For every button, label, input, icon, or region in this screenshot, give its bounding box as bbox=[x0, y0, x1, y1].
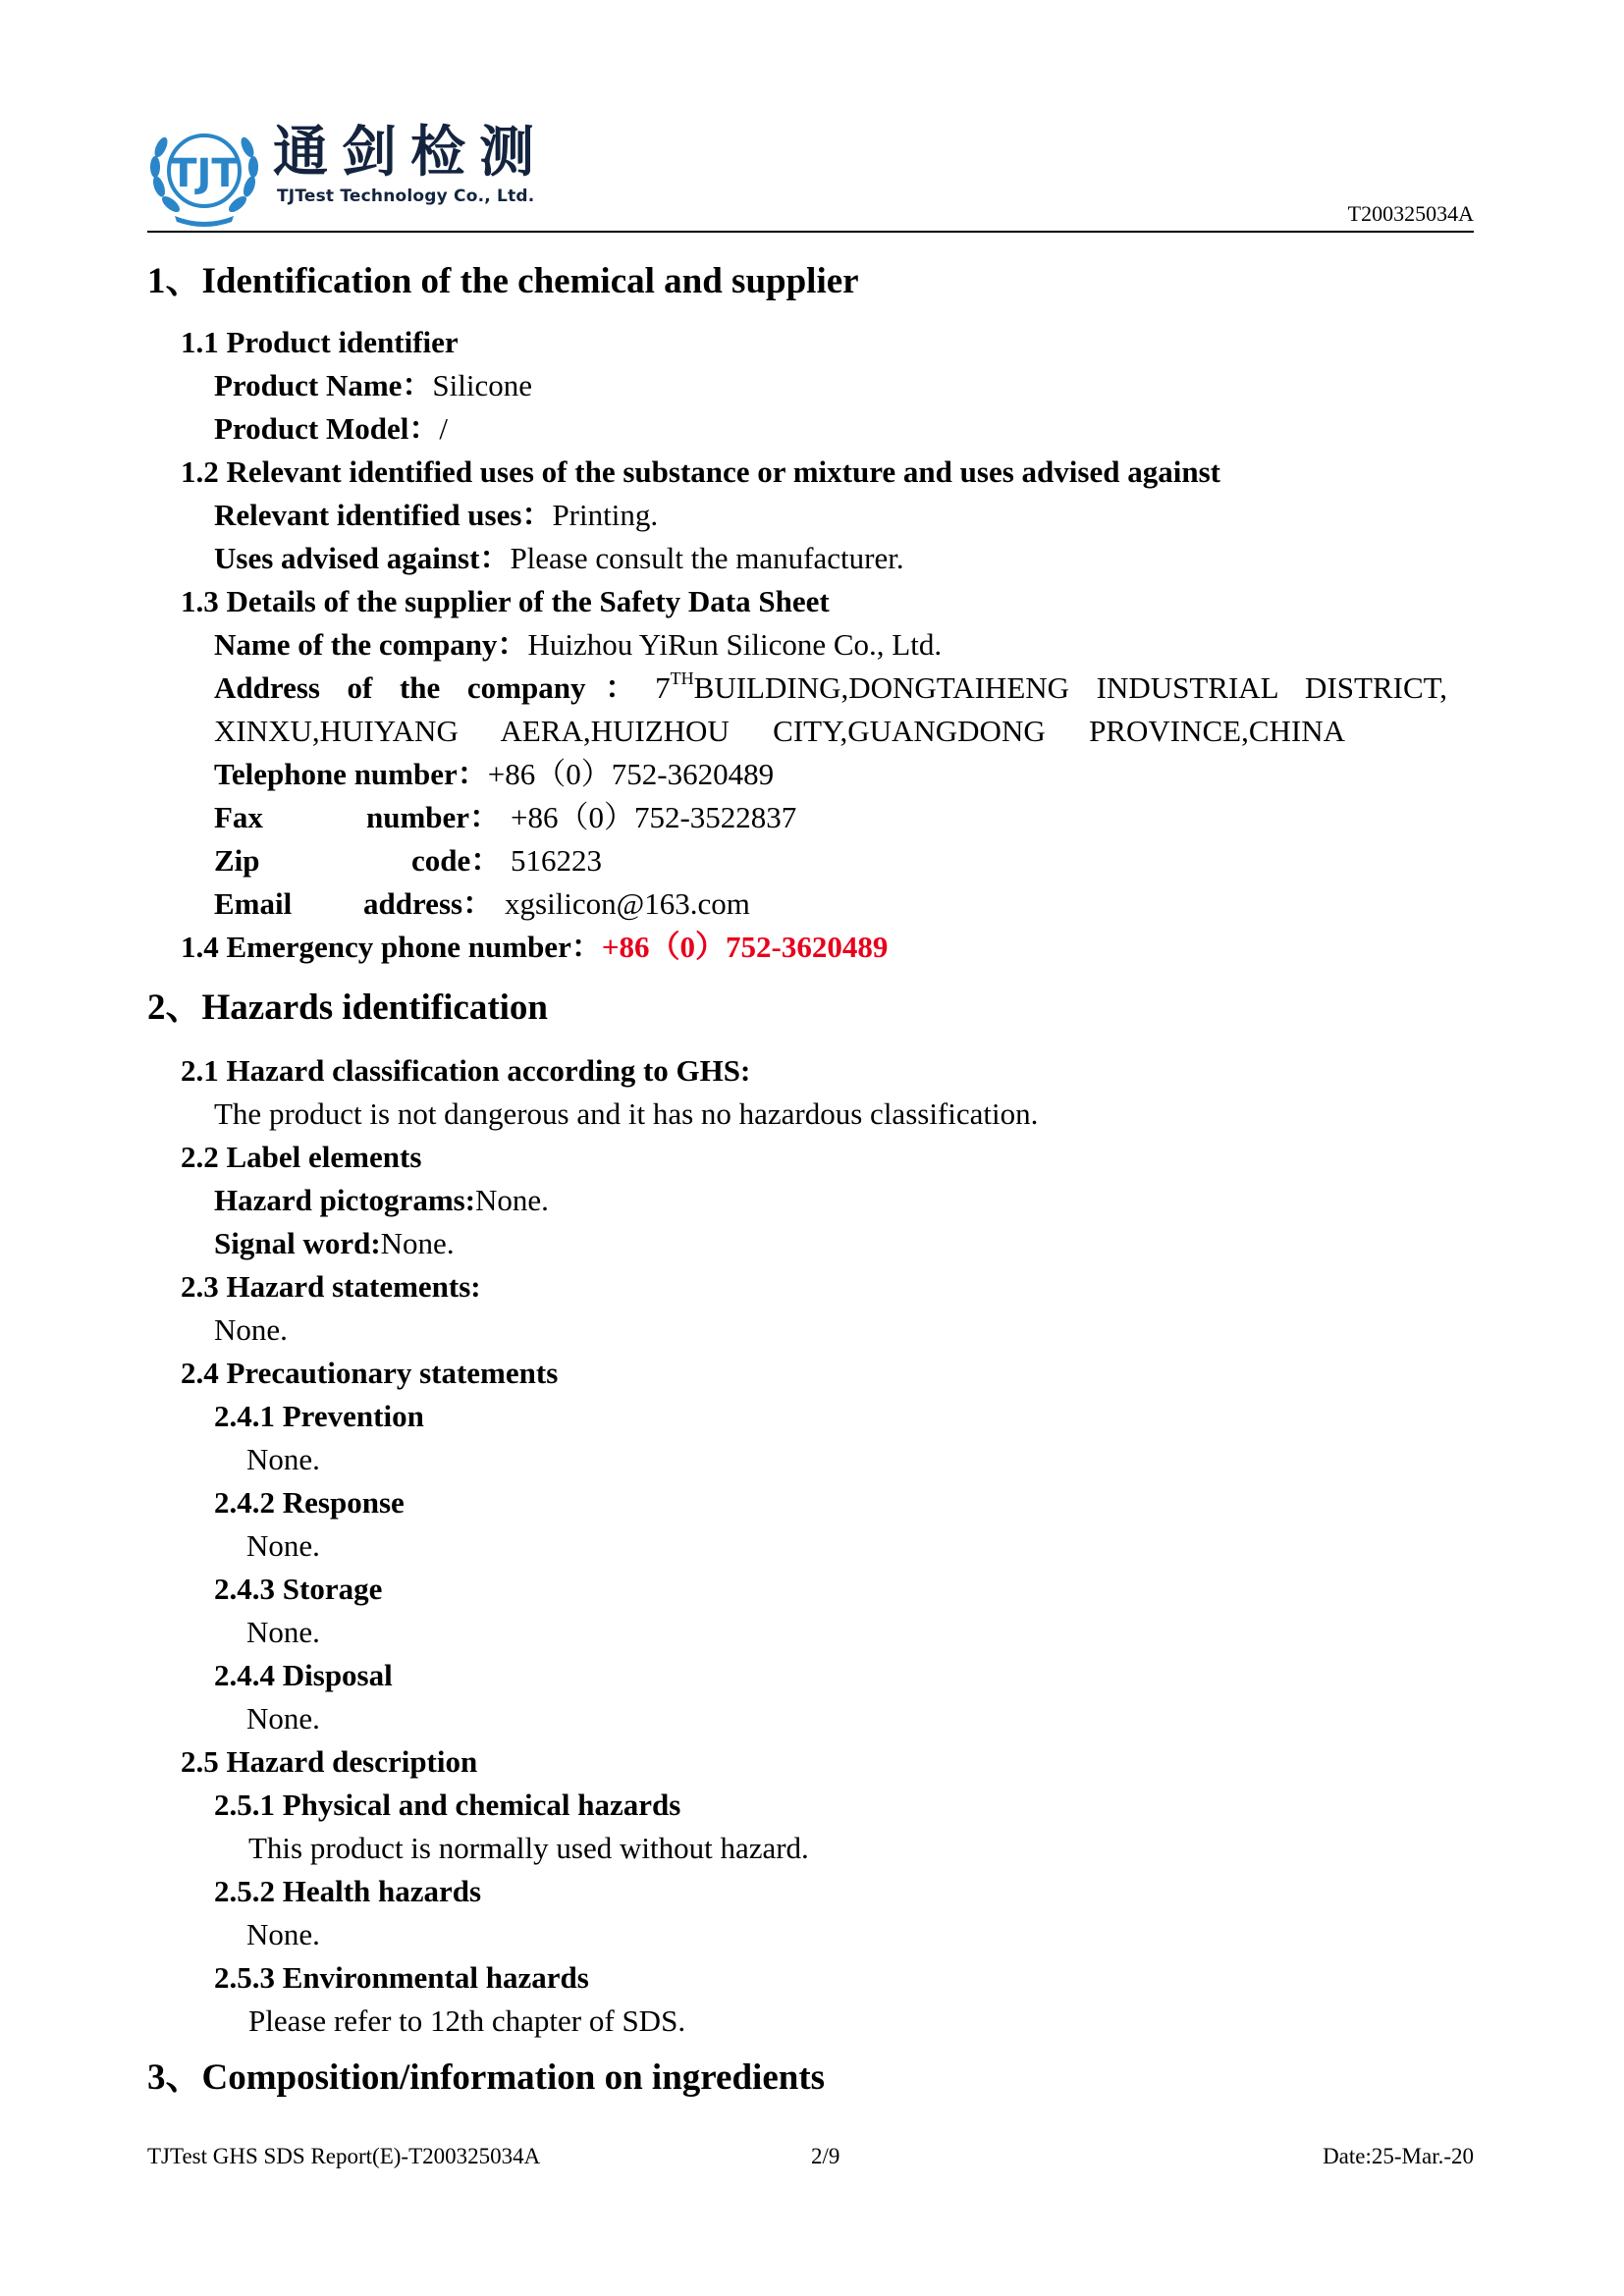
signal-word-label: Signal word: bbox=[214, 1226, 381, 1260]
zip-value: 516223 bbox=[511, 843, 602, 878]
environmental-hazards-title: 2.5.3 Environmental hazards bbox=[214, 1960, 589, 1995]
storage-text: None. bbox=[246, 1615, 320, 1649]
address-line-2: XINXU,HUIYANG AERA,HUIZHOU CITY,GUANGDONG PROVINCE,CHINA bbox=[214, 714, 1345, 748]
product-model-label: Product Model： bbox=[214, 411, 440, 446]
disposal-title: 2.4.4 Disposal bbox=[214, 1658, 393, 1692]
signal-word-row bbox=[214, 1228, 455, 1258]
product-name-row bbox=[214, 370, 532, 400]
report-number: T200325034A bbox=[1347, 201, 1474, 226]
zip-label-b: code： bbox=[411, 843, 502, 878]
email-label-a: Email bbox=[214, 886, 293, 921]
relevant-uses-row bbox=[214, 500, 658, 530]
section-1-2-title: 1.2 Relevant identified uses of the substance or mixture and uses advised against bbox=[181, 454, 1220, 489]
signal-word-value: None. bbox=[380, 1226, 455, 1260]
footer-page-number: 2/9 bbox=[811, 2144, 840, 2168]
section-2-2-title: 2.2 Label elements bbox=[181, 1140, 422, 1174]
fax-value: +86（0）752-3522837 bbox=[511, 800, 797, 834]
section-1-3-title: 1.3 Details of the supplier of the Safety Data Sheet bbox=[181, 584, 830, 618]
section-1-1-title: 1.1 Product identifier bbox=[181, 325, 459, 359]
prevention-title: 2.4.1 Prevention bbox=[214, 1399, 424, 1433]
physical-hazards-text: This product is normally used without hazard. bbox=[248, 1831, 809, 1865]
product-name-value: Silicone bbox=[432, 368, 533, 402]
emergency-phone-row bbox=[181, 932, 888, 962]
emergency-phone-value: +86（0）752-3620489 bbox=[601, 930, 889, 964]
prevention-text: None. bbox=[246, 1442, 320, 1476]
section-1-title: 1、Identification of the chemical and supplier bbox=[147, 261, 859, 301]
emergency-phone-label: 1.4 Emergency phone number： bbox=[181, 930, 602, 964]
email-row bbox=[214, 886, 750, 921]
relevant-uses-label: Relevant identified uses： bbox=[214, 498, 553, 532]
section-2-3-title: 2.3 Hazard statements: bbox=[181, 1269, 481, 1304]
hazard-pictograms-row bbox=[214, 1185, 549, 1215]
company-name-cn: 通剑检测 bbox=[273, 121, 548, 185]
company-logo bbox=[145, 118, 263, 228]
company-label: Name of the company： bbox=[214, 627, 528, 662]
zip-label-a: Zip bbox=[214, 843, 260, 878]
product-model-value: / bbox=[439, 411, 448, 446]
telephone-value: +86（0）752-3620489 bbox=[487, 757, 775, 791]
health-hazards-title: 2.5.2 Health hazards bbox=[214, 1874, 482, 1908]
section-2-1-text: The product is not dangerous and it has no hazardous classification. bbox=[214, 1096, 1039, 1131]
hazard-pictograms-value: None. bbox=[475, 1183, 549, 1217]
response-title: 2.4.2 Response bbox=[214, 1485, 405, 1520]
company-value: Huizhou YiRun Silicone Co., Ltd. bbox=[527, 627, 943, 662]
environmental-hazards-text: Please refer to 12th chapter of SDS. bbox=[248, 2003, 686, 2038]
footer-date: Date:25-Mar.-20 bbox=[1323, 2144, 1474, 2168]
health-hazards-text: None. bbox=[246, 1917, 320, 1951]
uses-against-label: Uses advised against： bbox=[214, 541, 511, 575]
fax-label-b: number： bbox=[366, 800, 501, 834]
storage-title: 2.4.3 Storage bbox=[214, 1572, 383, 1606]
uses-against-row bbox=[214, 543, 904, 573]
section-2-4-title: 2.4 Precautionary statements bbox=[181, 1356, 559, 1390]
address-superscript: TH bbox=[670, 668, 694, 688]
product-model-row bbox=[214, 413, 448, 444]
company-row bbox=[214, 629, 942, 660]
section-2-title: 2、Hazards identification bbox=[147, 988, 549, 1028]
uses-against-value: Please consult the manufacturer. bbox=[510, 541, 904, 575]
telephone-label: Telephone number： bbox=[214, 757, 488, 791]
address-number: 7 bbox=[655, 670, 671, 705]
physical-hazards-title: 2.5.1 Physical and chemical hazards bbox=[214, 1788, 681, 1822]
address-label: Address of the company： bbox=[214, 670, 656, 705]
company-name-en: TJTest Technology Co., Ltd. bbox=[277, 187, 535, 206]
section-2-5-title: 2.5 Hazard description bbox=[181, 1744, 478, 1779]
logo-letters: TJT bbox=[170, 151, 239, 196]
relevant-uses-value: Printing. bbox=[552, 498, 659, 532]
zip-row bbox=[214, 843, 602, 878]
disposal-text: None. bbox=[246, 1701, 320, 1735]
address-row bbox=[214, 668, 1448, 705]
section-2-1-title: 2.1 Hazard classification according to GHS: bbox=[181, 1053, 751, 1088]
telephone-row bbox=[214, 759, 774, 789]
section-2-3-text: None. bbox=[214, 1312, 288, 1347]
header-divider bbox=[147, 231, 1474, 233]
email-value: xgsilicon@163.com bbox=[505, 886, 750, 921]
footer-report-id: TJTest GHS SDS Report(E)-T200325034A bbox=[147, 2144, 541, 2168]
product-name-label: Product Name： bbox=[214, 368, 433, 402]
fax-label-a: Fax bbox=[214, 800, 263, 834]
email-label-b: address： bbox=[363, 886, 494, 921]
section-3-title: 3、Composition/information on ingredients bbox=[147, 2057, 826, 2098]
address-line-1: BUILDING,DONGTAIHENG INDUSTRIAL DISTRICT, bbox=[693, 670, 1448, 705]
response-text: None. bbox=[246, 1528, 320, 1563]
fax-row bbox=[214, 800, 797, 834]
hazard-pictograms-label: Hazard pictograms: bbox=[214, 1183, 476, 1217]
